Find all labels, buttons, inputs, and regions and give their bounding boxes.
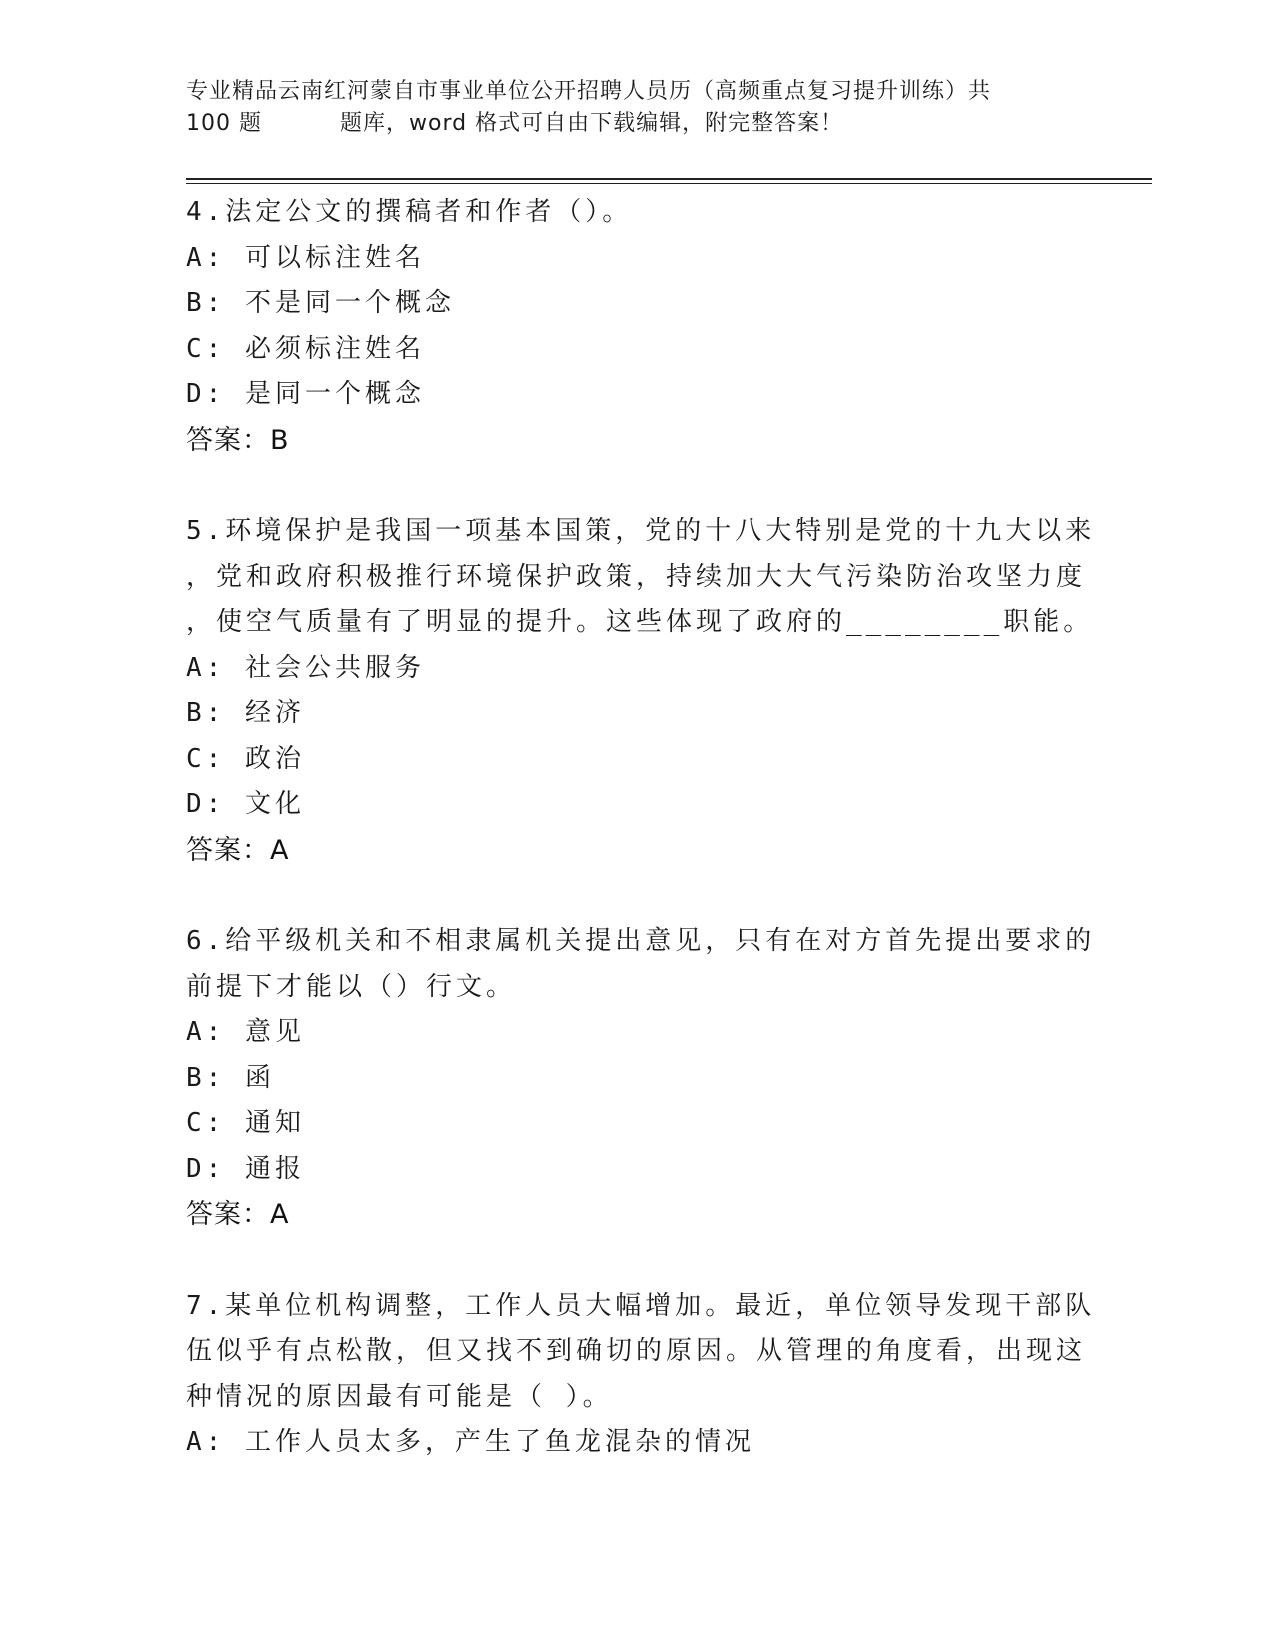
question-text: 6.给平级机关和不相隶属机关提出意见，只有在对方首先提出要求的 [186,926,1096,956]
option-a: A: 可以标注姓名 [186,242,425,273]
option-a: A: 意见 [186,1017,305,1047]
question-text: 5.环境保护是我国一项基本国策，党的十八大特别是党的十九大以来 [186,516,1096,546]
answer-label: 答案：B [186,424,290,456]
option-a: A: 工作人员太多，产生了鱼龙混杂的情况 [186,1427,755,1457]
question-text: 7.某单位机构调整，工作人员大幅增加。最近，单位领导发现干部队 [186,1290,1096,1321]
header-description: 题库，word 格式可自由下载编辑，附完整答案！ [340,111,844,136]
question-text: ，使空气质量有了明显的提升。这些体现了政府的________职能。 [186,607,1094,637]
question-text: 伍似乎有点松散，但又找不到确切的原因。从管理的角度看，出现这 [186,1336,1087,1366]
option-a: A: 社会公共服务 [186,652,425,683]
option-d: D: 文化 [186,789,305,819]
question-6 [186,919,1096,1238]
question-text: 前提下才能以（）行文。 [186,971,517,1002]
document-header [186,76,1066,140]
question-text: 4.法定公文的撰稿者和作者（）。 [186,197,633,227]
option-b: B: 经济 [186,698,305,728]
header-divider-thick [186,178,1152,180]
question-4 [186,190,1066,463]
option-b: B: 不是同一个概念 [186,288,455,318]
header-title-line2 [186,108,1066,140]
answer-label: 答案：A [186,834,290,866]
answer-label: 答案：A [186,1199,290,1230]
header-divider-thin [186,183,1152,184]
option-d: D: 是同一个概念 [186,379,425,409]
option-c: C: 通知 [186,1108,305,1138]
option-c: C: 政治 [186,743,305,774]
option-d: D: 通报 [186,1153,305,1184]
question-text: 种情况的原因最有可能是（ ）。 [186,1381,613,1412]
question-7 [186,1284,1096,1466]
question-list [186,190,1096,1466]
option-c: C: 必须标注姓名 [186,333,425,364]
header-title-line1: 专业精品云南红河蒙自市事业单位公开招聘人员历（高频重点复习提升训练）共 [186,79,992,104]
header-question-count: 100 题 [186,111,262,136]
question-5 [186,509,1096,873]
option-b: B: 函 [186,1062,275,1093]
question-text: ，党和政府积极推行环境保护政策，持续加大大气污染防治攻坚力度 [186,561,1087,592]
